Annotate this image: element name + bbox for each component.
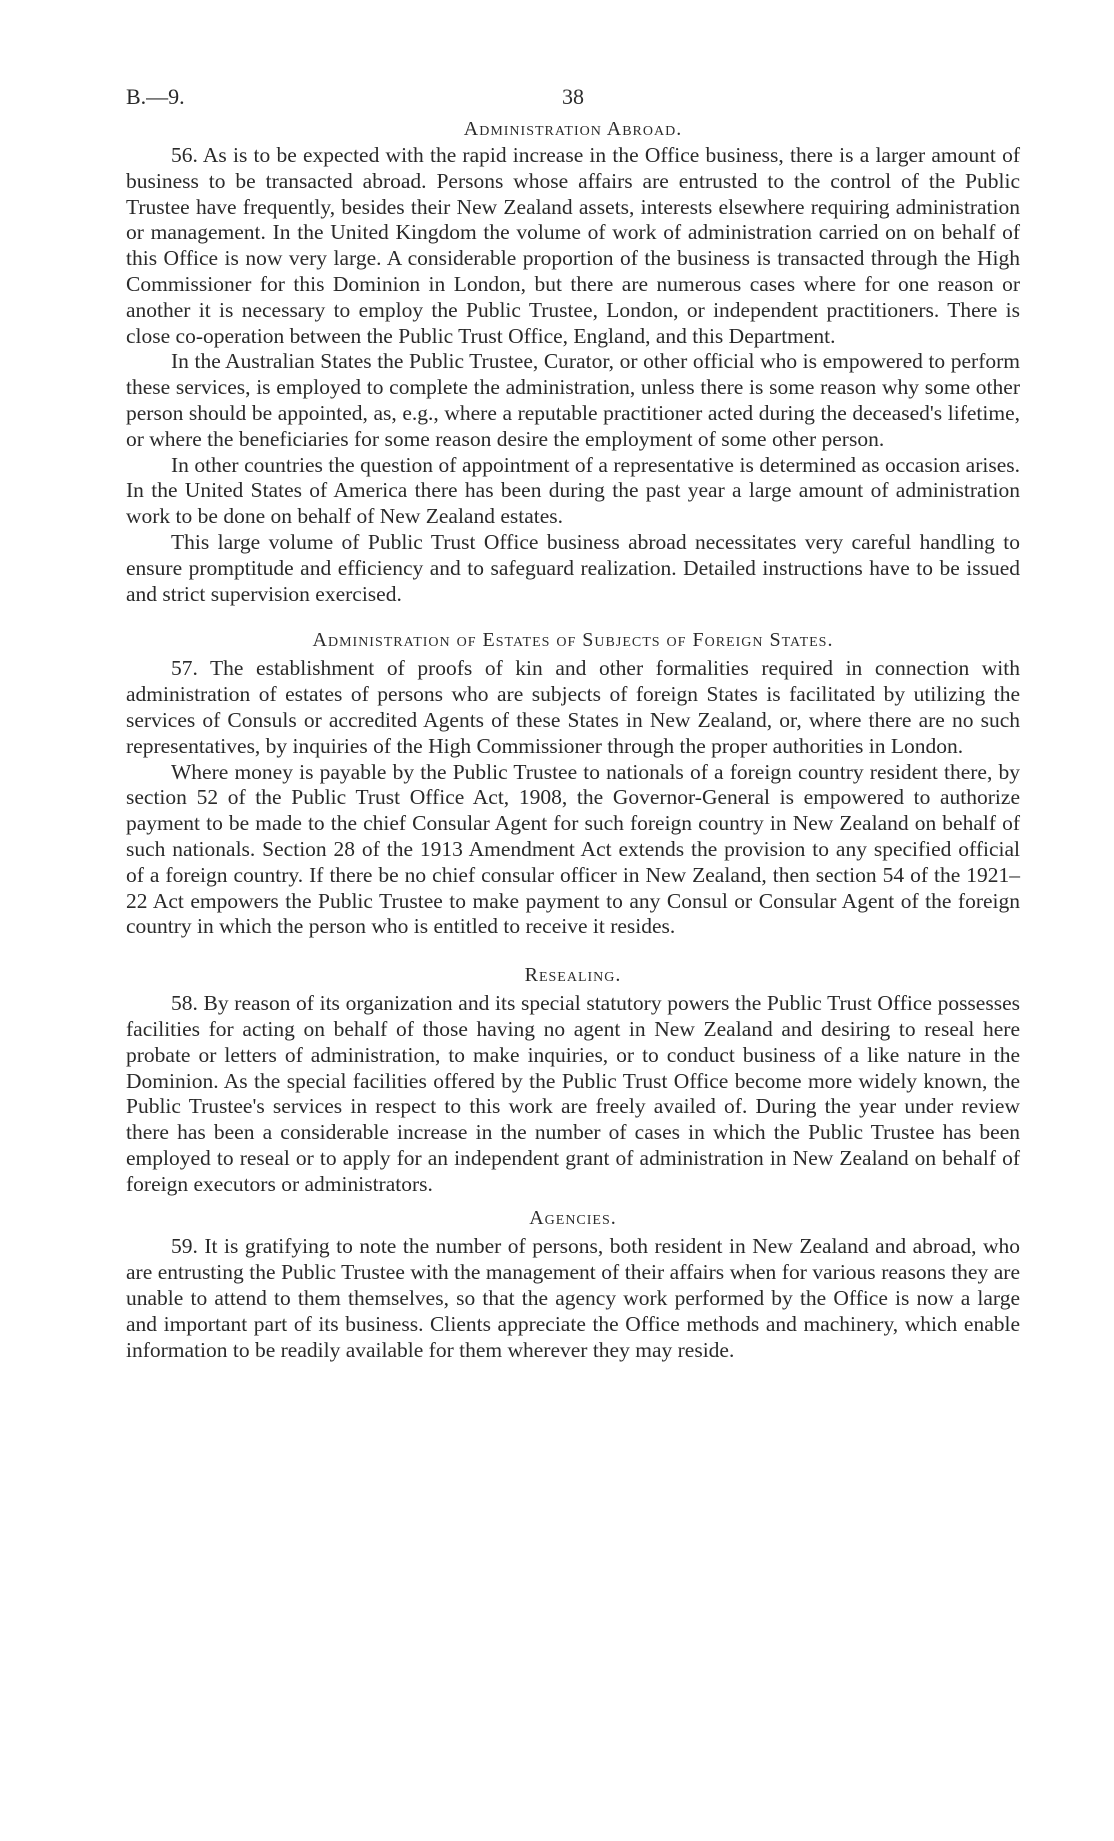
running-header — [126, 84, 1020, 118]
section-agencies — [126, 1207, 1020, 1363]
section-heading: Administration Abroad. — [463, 118, 683, 140]
section-foreign-estates — [126, 629, 1020, 940]
document-page — [126, 84, 1020, 1363]
paragraph-59: 59. It is gratifying to note the number of persons, both resident in New Zealand and abroad, who are entrusting the Public Trustee with the management of their affairs when for various reasons they are unable to attend to them themselves, so that the agency work performed by the Office is now a large and important part of its business. Clients appreciate the Office methods and machinery, which enable information to be readily available for them wherever they may reside. — [126, 1234, 1020, 1362]
section-heading: Resealing. — [524, 964, 622, 987]
paragraph-57: 57. The establishment of proofs of kin and other formalities required in connection with administration of estates of persons who are subjects of foreign States is facilitated by utilizing the services of Consuls or accredited Agents of these States in New Zealand, or, where there are no such representatives, by inquiries of the High Commissioner through the proper authorities in London. — [126, 656, 1020, 758]
paragraph-58: 58. By reason of its organization and its special statutory powers the Public Trust Office possesses facilities for acting on behalf of those having no agent in New Zealand and desiring to reseal here probate or letters of administration, to make inquiries, or to conduct business of a like nature in the Dominion. As the special facilities offered by the Public Trust Office become more widely known, the Public Trustee's services in respect to this work are freely availed of. During the year under review there has been a considerable increase in the number of cases in which the Public Trustee has been employed to reseal or to apply for an independent grant of administration in New Zealand on behalf of foreign executors or administrators. — [126, 991, 1020, 1196]
paragraph-australian-states: In the Australian States the Public Trustee, Curator, or other official who is empowered to perform these services, is employed to complete the administration, unless there is some reason why some other person should be appointed, as, e.g., where a reputable practitioner acted during the deceased's lifetime, or where the beneficiaries for some reason desire the employment of some other person. — [126, 349, 1020, 451]
section-heading: Agencies. — [529, 1207, 617, 1230]
section-heading: Administration of Estates of Subjects of Foreign States. — [312, 629, 834, 652]
page-number: 38 — [562, 84, 584, 109]
paragraph-foreign-payment: Where money is payable by the Public Trustee to nationals of a foreign country resident there, by section 52 of the Public Trust Office Act, 1908, the Governor-General is empowered to authorize payment to be made to the chief Consular Agent for such foreign country in New Zealand on behalf of such nationals. Section 28 of the 1913 Amendment Act extends the provision to any specified official of a foreign country. If there be no chief consular officer in New Zealand, then section 54 of the 1921–22 Act empowers the Public Trustee to make payment to any Consul or Consular Agent of the foreign country in which the person who is entitled to receive it resides. — [126, 759, 1020, 939]
section-administration-abroad — [126, 118, 1020, 607]
paragraph-business-abroad: This large volume of Public Trust Office business abroad necessitates very careful handling to ensure promptitude and efficiency and to safeguard realization. Detailed instructions have to be issued and strict supervision exercised. — [126, 529, 1020, 606]
paragraph-other-countries: In other countries the question of appointment of a representative is determined as occasion arises. In the United States of America there has been during the past year a large amount of administration work to be done on behalf of New Zealand estates. — [126, 452, 1020, 529]
document-reference: B.—9. — [126, 84, 185, 109]
section-resealing — [126, 964, 1020, 1197]
paragraph-56: 56. As is to be expected with the rapid increase in the Office business, there is a larger amount of business to be transacted abroad. Persons whose affairs are entrusted to the control of the Public Trustee have frequently, besides their New Zealand assets, interests elsewhere requiring administration or management. In the United Kingdom the volume of work of administration carried on on behalf of this Office is now very large. A considerable proportion of the business is transacted through the High Commissioner for this Dominion in London, but there are numerous cases where for one reason or another it is necessary to employ the Public Trustee, London, or independent practitioners. There is close co-operation between the Public Trust Office, England, and this Department. — [126, 143, 1020, 348]
